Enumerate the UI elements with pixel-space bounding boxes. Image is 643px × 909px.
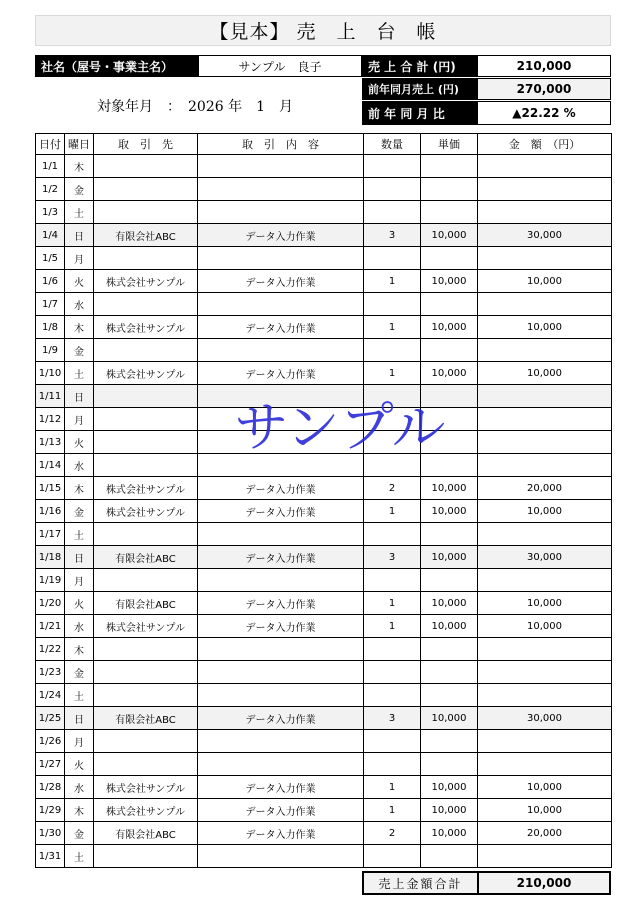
date-cell: 1/5 xyxy=(36,247,65,270)
qty-cell[interactable]: 3 xyxy=(364,546,421,569)
content-cell[interactable]: データ入力作業 xyxy=(198,776,364,799)
dow-cell: 木 xyxy=(65,799,94,822)
date-cell: 1/15 xyxy=(36,477,65,500)
date-cell: 1/14 xyxy=(36,454,65,477)
client-cell[interactable] xyxy=(94,178,198,201)
content-cell[interactable] xyxy=(198,385,364,408)
amount-cell[interactable] xyxy=(478,569,612,592)
amount-cell[interactable] xyxy=(478,661,612,684)
content-cell[interactable] xyxy=(198,684,364,707)
dow-cell: 日 xyxy=(65,385,94,408)
dow-cell: 土 xyxy=(65,201,94,224)
client-cell[interactable] xyxy=(94,523,198,546)
sales-total-value: 210,000 xyxy=(477,55,611,77)
total-value: 210,000 xyxy=(477,871,611,895)
qty-cell[interactable]: 1 xyxy=(364,592,421,615)
client-cell[interactable] xyxy=(94,845,198,868)
client-cell[interactable] xyxy=(94,247,198,270)
date-cell: 1/12 xyxy=(36,408,65,431)
client-cell[interactable]: 有限会社ABC xyxy=(94,224,198,247)
price-cell[interactable] xyxy=(421,569,478,592)
date-cell: 1/13 xyxy=(36,431,65,454)
content-cell[interactable]: データ入力作業 xyxy=(198,707,364,730)
content-cell[interactable]: データ入力作業 xyxy=(198,362,364,385)
ledger-body xyxy=(36,155,612,868)
date-cell: 1/22 xyxy=(36,638,65,661)
amount-cell[interactable] xyxy=(478,753,612,776)
qty-cell[interactable]: 2 xyxy=(364,822,421,845)
dow-cell: 月 xyxy=(65,247,94,270)
client-cell[interactable] xyxy=(94,684,198,707)
col-header-qty: 数量 xyxy=(364,134,421,155)
client-cell[interactable]: 有限会社ABC xyxy=(94,546,198,569)
col-header-price: 単価 xyxy=(421,134,478,155)
qty-cell[interactable] xyxy=(364,638,421,661)
content-cell[interactable] xyxy=(198,523,364,546)
amount-cell[interactable]: 10,000 xyxy=(478,362,612,385)
content-cell[interactable] xyxy=(198,661,364,684)
page-title: 【見本】 売 上 台 帳 xyxy=(35,15,611,46)
content-cell[interactable]: データ入力作業 xyxy=(198,615,364,638)
prev-year-sales-field[interactable]: 270,000 xyxy=(477,78,611,100)
client-cell[interactable] xyxy=(94,569,198,592)
client-cell[interactable] xyxy=(94,753,198,776)
date-cell: 1/25 xyxy=(36,707,65,730)
price-cell[interactable] xyxy=(421,155,478,178)
table-row xyxy=(36,431,612,454)
col-header-client: 取 引 先 xyxy=(94,134,198,155)
qty-cell[interactable] xyxy=(364,661,421,684)
qty-cell[interactable]: 1 xyxy=(364,799,421,822)
client-cell[interactable] xyxy=(94,730,198,753)
content-cell[interactable] xyxy=(198,408,364,431)
table-row xyxy=(36,362,612,385)
dow-cell: 水 xyxy=(65,454,94,477)
client-cell[interactable] xyxy=(94,454,198,477)
dow-cell: 木 xyxy=(65,316,94,339)
table-row xyxy=(36,293,612,316)
content-cell[interactable]: データ入力作業 xyxy=(198,270,364,293)
content-cell[interactable] xyxy=(198,431,364,454)
target-month: 対象年月 ： 2026 年 1 月 xyxy=(97,99,293,115)
client-cell[interactable] xyxy=(94,661,198,684)
price-cell[interactable] xyxy=(421,638,478,661)
qty-cell[interactable]: 1 xyxy=(364,500,421,523)
dow-cell: 金 xyxy=(65,178,94,201)
yoy-label: 前 年 同 月 比 xyxy=(362,101,478,125)
content-cell[interactable]: データ入力作業 xyxy=(198,477,364,500)
dow-cell: 日 xyxy=(65,707,94,730)
table-row xyxy=(36,270,612,293)
col-header-date: 日付 xyxy=(36,134,65,155)
dow-cell: 火 xyxy=(65,431,94,454)
date-cell: 1/31 xyxy=(36,845,65,868)
price-cell[interactable] xyxy=(421,201,478,224)
amount-cell[interactable] xyxy=(478,684,612,707)
table-row xyxy=(36,569,612,592)
col-header-content: 取 引 内 容 xyxy=(198,134,364,155)
table-row xyxy=(36,592,612,615)
amount-cell[interactable]: 30,000 xyxy=(478,224,612,247)
price-cell[interactable] xyxy=(421,293,478,316)
date-cell: 1/1 xyxy=(36,155,65,178)
client-cell[interactable] xyxy=(94,408,198,431)
amount-cell[interactable] xyxy=(478,408,612,431)
sales-ledger-table xyxy=(35,133,612,868)
qty-cell[interactable] xyxy=(364,293,421,316)
price-cell[interactable]: 10,000 xyxy=(421,270,478,293)
content-cell[interactable] xyxy=(198,730,364,753)
client-cell[interactable]: 株式会社サンプル xyxy=(94,270,198,293)
table-row xyxy=(36,615,612,638)
qty-cell[interactable] xyxy=(364,753,421,776)
amount-cell[interactable] xyxy=(478,201,612,224)
client-cell[interactable]: 有限会社ABC xyxy=(94,592,198,615)
amount-cell[interactable]: 10,000 xyxy=(478,592,612,615)
price-cell[interactable] xyxy=(421,385,478,408)
table-row xyxy=(36,477,612,500)
table-row xyxy=(36,638,612,661)
amount-cell[interactable]: 30,000 xyxy=(478,546,612,569)
qty-cell[interactable]: 1 xyxy=(364,270,421,293)
client-cell[interactable] xyxy=(94,385,198,408)
client-cell[interactable] xyxy=(94,339,198,362)
content-cell[interactable]: データ入力作業 xyxy=(198,822,364,845)
date-cell: 1/26 xyxy=(36,730,65,753)
sales-total-label: 売 上 合 計 (円) xyxy=(362,55,478,77)
amount-cell[interactable]: 20,000 xyxy=(478,477,612,500)
amount-cell[interactable]: 10,000 xyxy=(478,799,612,822)
price-cell[interactable]: 10,000 xyxy=(421,477,478,500)
col-header-amount: 金 額 （円） xyxy=(478,134,612,155)
date-cell: 1/8 xyxy=(36,316,65,339)
price-cell[interactable] xyxy=(421,845,478,868)
date-cell: 1/24 xyxy=(36,684,65,707)
client-cell[interactable] xyxy=(94,201,198,224)
table-header-row xyxy=(36,134,612,155)
prev-year-label: 前年同月売上 (円) xyxy=(362,78,478,100)
dow-cell: 水 xyxy=(65,615,94,638)
client-cell[interactable]: 株式会社サンプル xyxy=(94,316,198,339)
client-cell[interactable]: 株式会社サンプル xyxy=(94,477,198,500)
dow-cell: 火 xyxy=(65,270,94,293)
table-row xyxy=(36,247,612,270)
content-cell[interactable] xyxy=(198,454,364,477)
qty-cell[interactable]: 1 xyxy=(364,615,421,638)
date-cell: 1/7 xyxy=(36,293,65,316)
amount-cell[interactable]: 30,000 xyxy=(478,707,612,730)
date-cell: 1/2 xyxy=(36,178,65,201)
client-cell[interactable]: 株式会社サンプル xyxy=(94,362,198,385)
company-name-field[interactable]: サンプル 良子 xyxy=(198,55,362,77)
qty-cell[interactable] xyxy=(364,155,421,178)
amount-cell[interactable] xyxy=(478,155,612,178)
client-cell[interactable]: 株式会社サンプル xyxy=(94,615,198,638)
qty-cell[interactable]: 2 xyxy=(364,477,421,500)
qty-cell[interactable] xyxy=(364,845,421,868)
date-cell: 1/11 xyxy=(36,385,65,408)
table-row xyxy=(36,408,612,431)
content-cell[interactable] xyxy=(198,753,364,776)
amount-cell[interactable] xyxy=(478,638,612,661)
dow-cell: 土 xyxy=(65,684,94,707)
date-cell: 1/28 xyxy=(36,776,65,799)
table-row xyxy=(36,339,612,362)
price-cell[interactable] xyxy=(421,339,478,362)
date-cell: 1/23 xyxy=(36,661,65,684)
price-cell[interactable]: 10,000 xyxy=(421,224,478,247)
qty-cell[interactable] xyxy=(364,454,421,477)
client-cell[interactable] xyxy=(94,638,198,661)
price-cell[interactable]: 10,000 xyxy=(421,822,478,845)
dow-cell: 火 xyxy=(65,592,94,615)
table-row xyxy=(36,385,612,408)
date-cell: 1/27 xyxy=(36,753,65,776)
dow-cell: 水 xyxy=(65,776,94,799)
date-cell: 1/19 xyxy=(36,569,65,592)
sample-watermark: サンプル xyxy=(234,395,446,459)
price-cell[interactable] xyxy=(421,661,478,684)
table-row xyxy=(36,776,612,799)
content-cell[interactable]: データ入力作業 xyxy=(198,224,364,247)
amount-cell[interactable] xyxy=(478,247,612,270)
dow-cell: 日 xyxy=(65,224,94,247)
content-cell[interactable] xyxy=(198,247,364,270)
date-cell: 1/30 xyxy=(36,822,65,845)
price-cell[interactable] xyxy=(421,408,478,431)
amount-cell[interactable]: 10,000 xyxy=(478,776,612,799)
date-cell: 1/4 xyxy=(36,224,65,247)
date-cell: 1/17 xyxy=(36,523,65,546)
table-row xyxy=(36,546,612,569)
dow-cell: 金 xyxy=(65,822,94,845)
amount-cell[interactable] xyxy=(478,845,612,868)
dow-cell: 月 xyxy=(65,730,94,753)
price-cell[interactable] xyxy=(421,178,478,201)
dow-cell: 土 xyxy=(65,362,94,385)
price-cell[interactable]: 10,000 xyxy=(421,592,478,615)
amount-cell[interactable] xyxy=(478,178,612,201)
content-cell[interactable]: データ入力作業 xyxy=(198,500,364,523)
price-cell[interactable] xyxy=(421,431,478,454)
content-cell[interactable] xyxy=(198,155,364,178)
dow-cell: 土 xyxy=(65,845,94,868)
yoy-value: ▲22.22 % xyxy=(477,101,611,125)
content-cell[interactable]: データ入力作業 xyxy=(198,592,364,615)
amount-cell[interactable] xyxy=(478,523,612,546)
table-row xyxy=(36,753,612,776)
qty-cell[interactable] xyxy=(364,523,421,546)
dow-cell: 土 xyxy=(65,523,94,546)
date-cell: 1/21 xyxy=(36,615,65,638)
qty-cell[interactable] xyxy=(364,569,421,592)
qty-cell[interactable] xyxy=(364,408,421,431)
company-label: 社名（屋号・事業主名） xyxy=(35,55,198,77)
price-cell[interactable] xyxy=(421,454,478,477)
table-row xyxy=(36,684,612,707)
qty-cell[interactable]: 3 xyxy=(364,707,421,730)
price-cell[interactable]: 10,000 xyxy=(421,546,478,569)
qty-cell[interactable] xyxy=(364,247,421,270)
price-cell[interactable]: 10,000 xyxy=(421,362,478,385)
amount-cell[interactable]: 10,000 xyxy=(478,270,612,293)
qty-cell[interactable] xyxy=(364,684,421,707)
col-header-dow: 曜日 xyxy=(65,134,94,155)
table-row xyxy=(36,822,612,845)
date-cell: 1/9 xyxy=(36,339,65,362)
dow-cell: 金 xyxy=(65,661,94,684)
dow-cell: 火 xyxy=(65,753,94,776)
dow-cell: 木 xyxy=(65,477,94,500)
dow-cell: 金 xyxy=(65,500,94,523)
table-row xyxy=(36,500,612,523)
qty-cell[interactable] xyxy=(364,201,421,224)
date-cell: 1/3 xyxy=(36,201,65,224)
amount-cell[interactable]: 10,000 xyxy=(478,615,612,638)
table-row xyxy=(36,316,612,339)
price-cell[interactable] xyxy=(421,247,478,270)
qty-cell[interactable] xyxy=(364,178,421,201)
qty-cell[interactable] xyxy=(364,730,421,753)
dow-cell: 木 xyxy=(65,155,94,178)
price-cell[interactable]: 10,000 xyxy=(421,799,478,822)
price-cell[interactable]: 10,000 xyxy=(421,615,478,638)
price-cell[interactable] xyxy=(421,523,478,546)
table-row xyxy=(36,799,612,822)
table-row xyxy=(36,730,612,753)
content-cell[interactable]: データ入力作業 xyxy=(198,316,364,339)
content-cell[interactable] xyxy=(198,201,364,224)
total-label: 売上金額合計 xyxy=(362,871,478,895)
date-cell: 1/29 xyxy=(36,799,65,822)
client-cell[interactable]: 有限会社ABC xyxy=(94,822,198,845)
price-cell[interactable] xyxy=(421,753,478,776)
price-cell[interactable]: 10,000 xyxy=(421,500,478,523)
amount-cell[interactable] xyxy=(478,431,612,454)
content-cell[interactable] xyxy=(198,293,364,316)
content-cell[interactable] xyxy=(198,178,364,201)
dow-cell: 月 xyxy=(65,408,94,431)
amount-cell[interactable] xyxy=(478,730,612,753)
amount-cell[interactable]: 10,000 xyxy=(478,500,612,523)
dow-cell: 水 xyxy=(65,293,94,316)
amount-cell[interactable] xyxy=(478,454,612,477)
content-cell[interactable] xyxy=(198,845,364,868)
client-cell[interactable]: 株式会社サンプル xyxy=(94,500,198,523)
date-cell: 1/16 xyxy=(36,500,65,523)
table-row xyxy=(36,661,612,684)
client-cell[interactable] xyxy=(94,293,198,316)
qty-cell[interactable] xyxy=(364,385,421,408)
date-cell: 1/6 xyxy=(36,270,65,293)
date-cell: 1/20 xyxy=(36,592,65,615)
price-cell[interactable] xyxy=(421,730,478,753)
amount-cell[interactable]: 20,000 xyxy=(478,822,612,845)
date-cell: 1/10 xyxy=(36,362,65,385)
price-cell[interactable]: 10,000 xyxy=(421,707,478,730)
qty-cell[interactable]: 1 xyxy=(364,316,421,339)
amount-cell[interactable] xyxy=(478,339,612,362)
content-cell[interactable]: データ入力作業 xyxy=(198,546,364,569)
content-cell[interactable]: データ入力作業 xyxy=(198,799,364,822)
client-cell[interactable]: 有限会社ABC xyxy=(94,707,198,730)
table-row xyxy=(36,224,612,247)
client-cell[interactable]: 株式会社サンプル xyxy=(94,776,198,799)
client-cell[interactable]: 株式会社サンプル xyxy=(94,799,198,822)
content-cell[interactable] xyxy=(198,638,364,661)
table-row xyxy=(36,454,612,477)
dow-cell: 金 xyxy=(65,339,94,362)
qty-cell[interactable] xyxy=(364,431,421,454)
table-row xyxy=(36,523,612,546)
table-row xyxy=(36,707,612,730)
client-cell[interactable] xyxy=(94,431,198,454)
qty-cell[interactable]: 1 xyxy=(364,362,421,385)
amount-cell[interactable]: 10,000 xyxy=(478,316,612,339)
content-cell[interactable] xyxy=(198,569,364,592)
dow-cell: 月 xyxy=(65,569,94,592)
date-cell: 1/18 xyxy=(36,546,65,569)
table-row xyxy=(36,201,612,224)
qty-cell[interactable] xyxy=(364,339,421,362)
content-cell[interactable] xyxy=(198,339,364,362)
price-cell[interactable]: 10,000 xyxy=(421,776,478,799)
qty-cell[interactable]: 1 xyxy=(364,776,421,799)
table-row xyxy=(36,845,612,868)
client-cell[interactable] xyxy=(94,155,198,178)
amount-cell[interactable] xyxy=(478,385,612,408)
price-cell[interactable]: 10,000 xyxy=(421,316,478,339)
table-row xyxy=(36,178,612,201)
price-cell[interactable] xyxy=(421,684,478,707)
qty-cell[interactable]: 3 xyxy=(364,224,421,247)
table-row xyxy=(36,155,612,178)
dow-cell: 木 xyxy=(65,638,94,661)
dow-cell: 日 xyxy=(65,546,94,569)
amount-cell[interactable] xyxy=(478,293,612,316)
